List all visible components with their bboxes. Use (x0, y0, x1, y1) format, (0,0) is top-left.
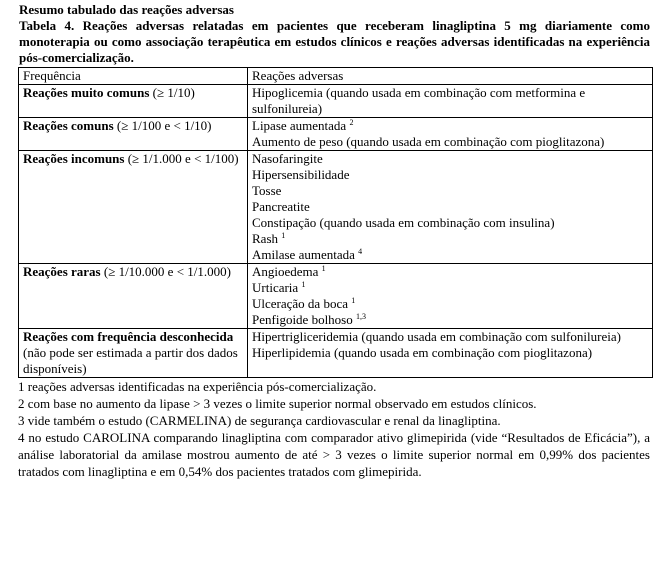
frequency-cell (19, 85, 248, 118)
frequency-cell (19, 118, 248, 151)
footnote-marker: 1 (281, 231, 286, 240)
table-row (19, 264, 653, 329)
reaction-item (252, 215, 648, 231)
reaction-text: Pancreatite (252, 199, 310, 214)
reaction-text: Constipação (quando usada em combinação com insulina) (252, 215, 555, 230)
reaction-text: Amilase aumentada (252, 247, 359, 262)
footnote-marker: 1,3 (356, 312, 366, 321)
reaction-item (252, 134, 648, 150)
reaction-text: Tosse (252, 183, 282, 198)
reactions-cell (248, 329, 653, 378)
adverse-reactions-table (18, 67, 653, 378)
footnote-marker: 4 (358, 247, 363, 256)
reactions-cell (248, 264, 653, 329)
footnote-marker: 1 (351, 296, 356, 305)
reactions-cell (248, 85, 653, 118)
reaction-item (252, 247, 648, 263)
frequency-cell (19, 264, 248, 329)
column-header-frequency: Frequência (19, 68, 248, 85)
frequency-label: Reações com frequência desconhecida (23, 329, 234, 344)
column-header-reactions: Reações adversas (248, 68, 653, 85)
reaction-item (252, 183, 648, 199)
frequency-label: Reações raras (23, 264, 101, 279)
table-row (19, 118, 653, 151)
reaction-text: Rash (252, 231, 282, 246)
reaction-text: Nasofaringite (252, 151, 323, 166)
frequency-range: (≥ 1/1.000 e < 1/100) (124, 151, 239, 166)
frequency-range: (≥ 1/10.000 e < 1/1.000) (100, 264, 231, 279)
frequency-label: Reações muito comuns (23, 85, 150, 100)
reactions-cell (248, 151, 653, 264)
reaction-text: Hipersensibilidade (252, 167, 350, 182)
footnote-item: 1 reações adversas identificadas na experiência pós-comercialização. (18, 379, 377, 394)
reaction-text: Lipase aumentada (252, 118, 350, 133)
footnote-marker: 1 (321, 264, 326, 273)
table-row (19, 151, 653, 264)
frequency-range: (≥ 1/100 e < 1/10) (113, 118, 212, 133)
table-body (19, 85, 653, 378)
footnote-item: 2 com base no aumento da lipase > 3 vezes o limite superior normal observado em estudos clínicos. (18, 396, 537, 411)
reaction-item (252, 296, 648, 312)
table-caption: Tabela 4. Reações adversas relatadas em pacientes que receberam linagliptina 5 mg diariamente como monoterapia ou como associação terapêutica em estudos clínicos e reações adversas identificadas na experiência pós-comercialização. (19, 18, 650, 65)
reaction-item (252, 345, 648, 361)
reaction-text: Hipoglicemia (quando usada em combinação com metformina e sulfonilureia) (252, 85, 586, 116)
frequency-cell (19, 329, 248, 378)
footnotes (18, 378, 650, 480)
reaction-item (252, 85, 648, 117)
table-header-row (19, 68, 653, 85)
reaction-item (252, 329, 648, 345)
reaction-text: Urticaria (252, 280, 302, 295)
reaction-text: Hiperlipidemia (quando usada em combinação com pioglitazona) (252, 345, 593, 360)
table-row (19, 329, 653, 378)
reaction-item (252, 231, 648, 247)
reaction-text: Aumento de peso (quando usada em combinação com pioglitazona) (252, 134, 605, 149)
footnote-marker: 1 (301, 280, 306, 289)
reaction-text: Ulceração da boca (252, 296, 352, 311)
frequency-range: (não pode ser estimada a partir dos dados disponíveis) (23, 345, 238, 376)
reaction-item (252, 199, 648, 215)
reaction-item (252, 167, 648, 183)
reaction-text: Penfigoide bolhoso (252, 312, 356, 327)
frequency-label: Reações comuns (23, 118, 114, 133)
table-row (19, 85, 653, 118)
reaction-item (252, 151, 648, 167)
section-title: Resumo tabulado das reações adversas (19, 2, 234, 17)
frequency-range: (≥ 1/10) (149, 85, 195, 100)
reaction-item (252, 118, 648, 134)
reaction-text: Hipertrigliceridemia (quando usada em combinação com sulfonilureia) (252, 329, 621, 344)
footnote-item: 4 no estudo CAROLINA comparando linagliptina com comparador ativo glimepirida (vide “Resultados de Eficácia”), a análise laboratorial da amilase mostrou aumento de até > 3 vezes o limite superior normal em 0,99% dos pacientes tratados com linagliptina e em 0,54% dos pacientes tratados com glimepirida. (18, 430, 650, 479)
reaction-text: Angioedema (252, 264, 322, 279)
reaction-item (252, 264, 648, 280)
reaction-item (252, 280, 648, 296)
frequency-label: Reações incomuns (23, 151, 125, 166)
footnote-item: 3 vide também o estudo (CARMELINA) de segurança cardiovascular e renal da linagliptina. (18, 413, 501, 428)
reaction-item (252, 312, 648, 328)
frequency-cell (19, 151, 248, 264)
footnote-marker: 2 (349, 118, 354, 127)
reactions-cell (248, 118, 653, 151)
